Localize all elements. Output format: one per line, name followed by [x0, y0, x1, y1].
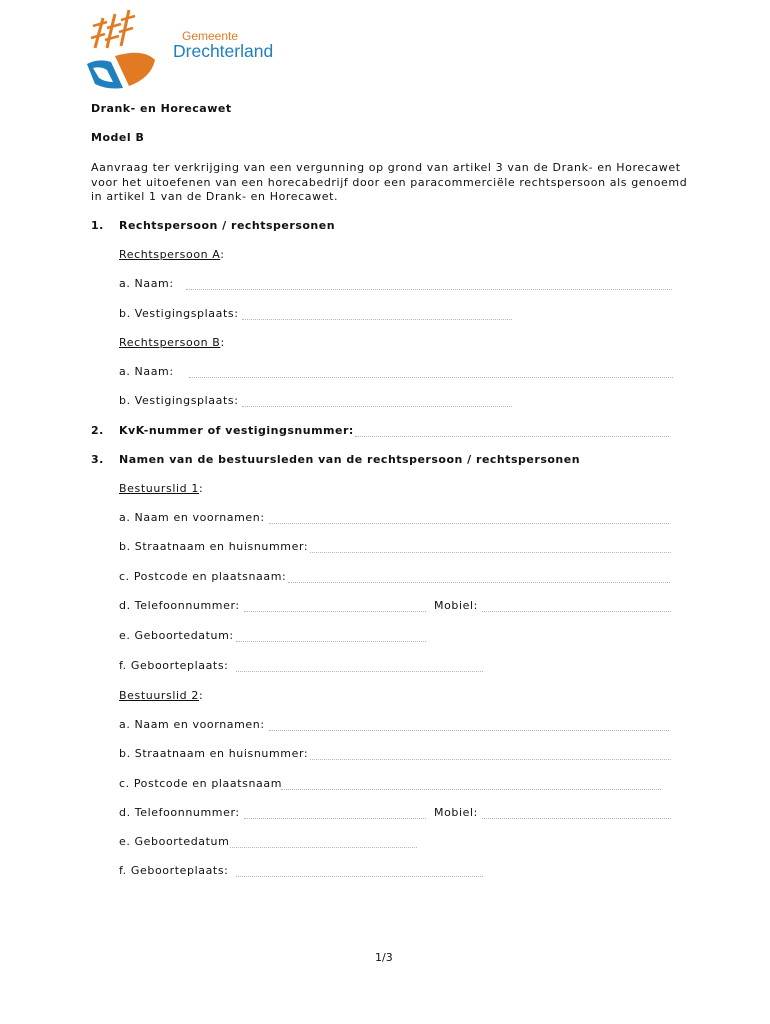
bestuurslid-2-heading: Bestuurslid 2:	[119, 689, 204, 702]
section-2-title: KvK-nummer of vestigingsnummer:	[119, 424, 354, 437]
logo-text-gemeente: Gemeente	[182, 29, 239, 43]
bestuurslid-1-birthplace-field[interactable]	[236, 671, 483, 672]
bestuurslid-2-postal-field[interactable]	[281, 789, 661, 790]
section-3-number: 3.	[91, 453, 104, 466]
bestuurslid-2-phone-label: d. Telefoonnummer:	[119, 806, 240, 819]
rechtspersoon-b-heading: Rechtspersoon B:	[119, 336, 225, 349]
bestuurslid-2-birthdate-label: e. Geboortedatum	[119, 835, 230, 848]
bestuurslid-1-heading: Bestuurslid 1:	[119, 482, 204, 495]
intro-line-2: voor het uitoefenen van een horecabedrijf door een paracommerciële rechtspersoon als genoemd	[91, 176, 688, 189]
page-number: 1/3	[375, 951, 393, 964]
bestuurslid-2-birthplace-label: f. Geboorteplaats:	[119, 864, 229, 877]
bestuurslid-1-phone-label: d. Telefoonnummer:	[119, 599, 240, 612]
section-3-title: Namen van de bestuursleden van de rechtspersoon / rechtspersonen	[119, 453, 581, 466]
law-title: Drank- en Horecawet	[91, 102, 232, 115]
bestuurslid-1-birthdate-label: e. Geboortedatum:	[119, 629, 234, 642]
municipality-logo	[85, 8, 285, 90]
rechtspersoon-b-place-label: b. Vestigingsplaats:	[119, 394, 239, 407]
bestuurslid-1-mobile-field[interactable]	[482, 611, 671, 612]
intro-line-3: in artikel 1 van de Drank- en Horecawet.	[91, 190, 339, 203]
bestuurslid-1-phone-field[interactable]	[244, 611, 426, 612]
rechtspersoon-a-name-label: a. Naam:	[119, 277, 174, 290]
bestuurslid-2-birthdate-field[interactable]	[230, 847, 417, 848]
rechtspersoon-a-place-label: b. Vestigingsplaats:	[119, 307, 239, 320]
bestuurslid-1-mobile-label: Mobiel:	[434, 599, 478, 612]
section-1-number: 1.	[91, 219, 104, 232]
bestuurslid-1-postal-field[interactable]	[288, 582, 670, 583]
rechtspersoon-b-place-field[interactable]	[242, 406, 512, 407]
bestuurslid-2-postal-label: c. Postcode en plaatsnaam	[119, 777, 283, 790]
rechtspersoon-a-name-field[interactable]	[186, 289, 672, 290]
bestuurslid-1-postal-label: c. Postcode en plaatsnaam:	[119, 570, 287, 583]
bestuurslid-1-birthdate-field[interactable]	[236, 641, 426, 642]
model-title: Model B	[91, 131, 145, 144]
section-2-number: 2.	[91, 424, 104, 437]
bestuurslid-2-mobile-label: Mobiel:	[434, 806, 478, 819]
bestuurslid-2-mobile-field[interactable]	[482, 818, 671, 819]
section-1-title: Rechtspersoon / rechtspersonen	[119, 219, 336, 232]
logo-mark-icon	[85, 8, 160, 90]
bestuurslid-2-street-label: b. Straatnaam en huisnummer:	[119, 747, 309, 760]
bestuurslid-2-phone-field[interactable]	[244, 818, 426, 819]
rechtspersoon-a-heading: Rechtspersoon A:	[119, 248, 225, 261]
logo-text-drechterland: Drechterland	[173, 41, 274, 61]
rechtspersoon-b-name-field[interactable]	[189, 377, 673, 378]
bestuurslid-2-birthplace-field[interactable]	[236, 876, 483, 877]
bestuurslid-1-name-label: a. Naam en voornamen:	[119, 511, 265, 524]
intro-line-1: Aanvraag ter verkrijging van een vergunning op grond van artikel 3 van de Drank- en Horecawet	[91, 161, 681, 174]
bestuurslid-2-name-label: a. Naam en voornamen:	[119, 718, 265, 731]
bestuurslid-1-street-field[interactable]	[310, 552, 671, 553]
rechtspersoon-a-place-field[interactable]	[242, 319, 512, 320]
bestuurslid-2-street-field[interactable]	[310, 759, 671, 760]
rechtspersoon-b-name-label: a. Naam:	[119, 365, 174, 378]
bestuurslid-1-birthplace-label: f. Geboorteplaats:	[119, 659, 229, 672]
bestuurslid-1-name-field[interactable]	[269, 523, 669, 524]
kvk-number-field[interactable]	[355, 436, 669, 437]
bestuurslid-1-street-label: b. Straatnaam en huisnummer:	[119, 540, 309, 553]
bestuurslid-2-name-field[interactable]	[269, 730, 669, 731]
